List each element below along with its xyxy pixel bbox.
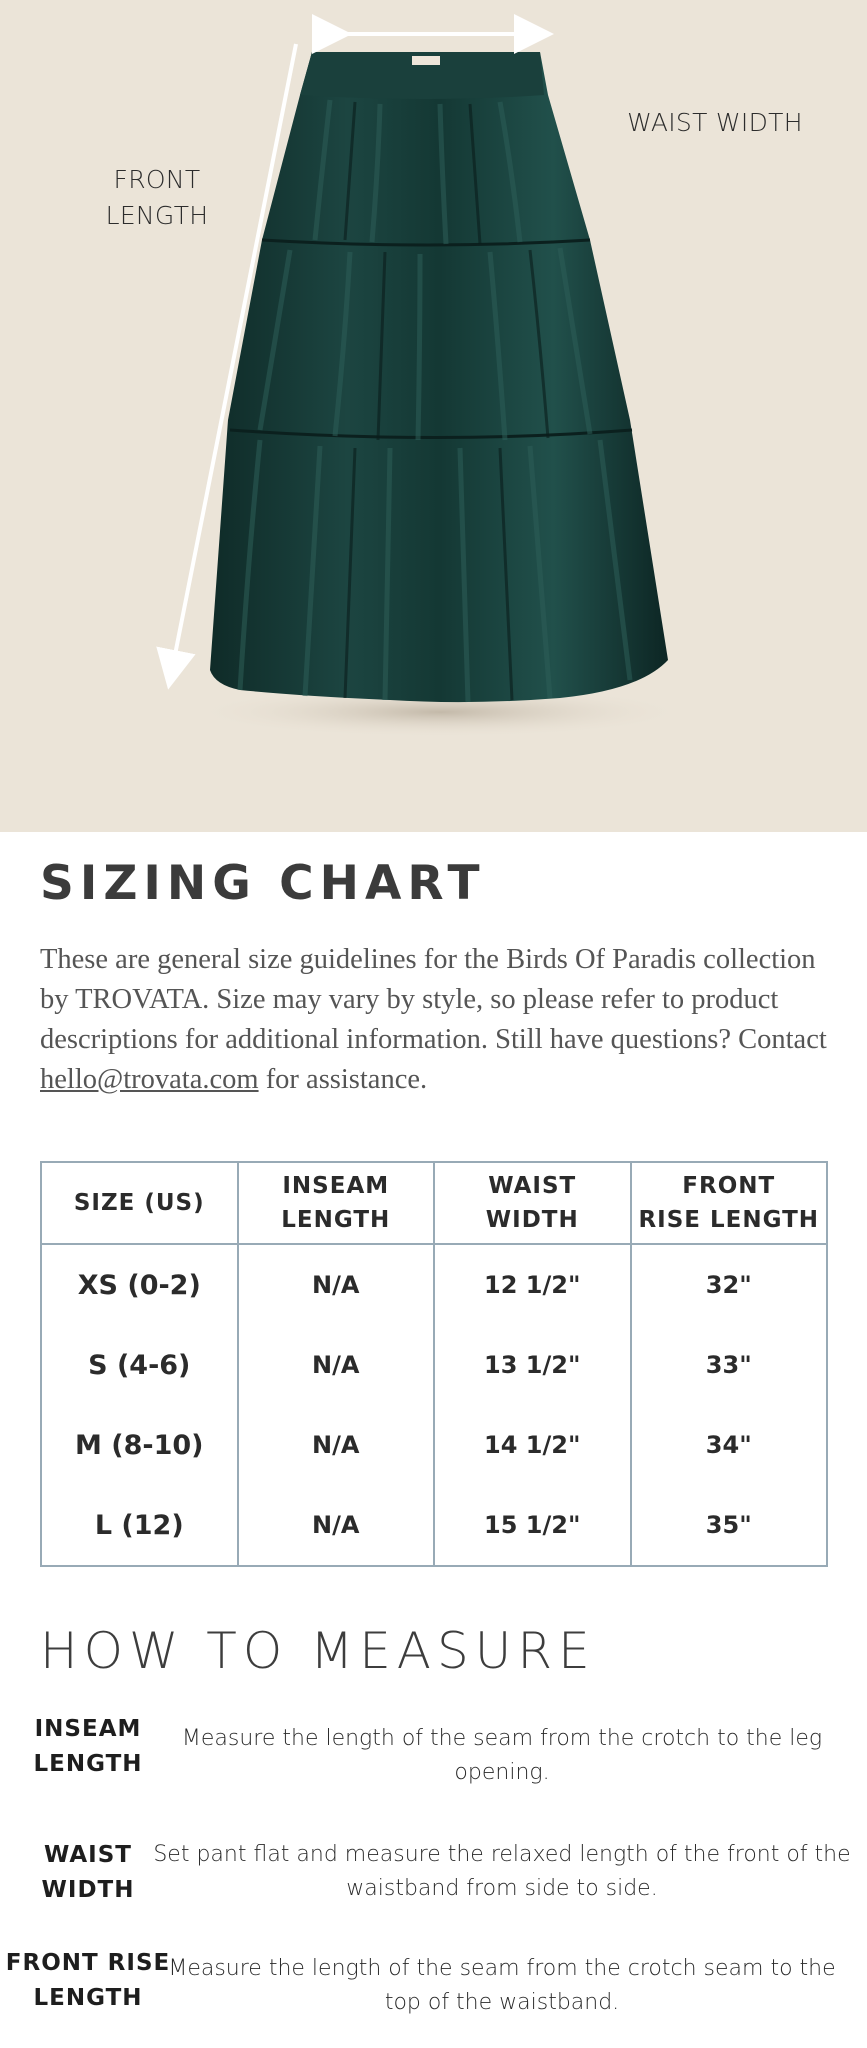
- table-row: [41, 1405, 827, 1485]
- measure-item-waist: [0, 1838, 867, 1918]
- header-size: SIZE (US): [41, 1162, 238, 1244]
- measure-label: INSEAM LENGTH: [33, 1716, 143, 1777]
- measure-description: Set pant flat and measure the relaxed length of the front of the waistband from side to side.: [153, 1842, 851, 1901]
- table-row: [41, 1485, 827, 1566]
- waist-cell: 15 1/2": [434, 1485, 631, 1566]
- header-front-rise-length: FRONT RISE LENGTH: [631, 1162, 828, 1244]
- brand-tag: [412, 56, 440, 65]
- front-length-label: FRONT LENGTH: [105, 165, 209, 230]
- front-rise-cell: 35": [631, 1485, 828, 1566]
- measure-description: Measure the length of the seam from the crotch seam to the top of the waistband.: [168, 1956, 836, 2015]
- size-cell: L (12): [41, 1485, 238, 1566]
- product-image: [0, 0, 867, 832]
- contact-email-link[interactable]: hello@trovata.com: [40, 1064, 259, 1095]
- header-inseam-length: INSEAM LENGTH: [238, 1162, 435, 1244]
- table-row: [41, 1325, 827, 1405]
- waist-cell: 14 1/2": [434, 1405, 631, 1485]
- inseam-cell: N/A: [238, 1405, 435, 1485]
- inseam-cell: N/A: [238, 1244, 435, 1325]
- sizing-table: [40, 1161, 828, 1567]
- size-cell: S (4-6): [41, 1325, 238, 1405]
- size-cell: XS (0-2): [41, 1244, 238, 1325]
- table-row: [41, 1244, 827, 1325]
- how-to-measure-title: HOW TO MEASURE: [40, 1622, 596, 1680]
- measure-description: Measure the length of the seam from the crotch to the leg opening.: [181, 1726, 823, 1785]
- measure-label: FRONT RISE LENGTH: [5, 1950, 171, 2011]
- measure-item-inseam: [0, 1712, 867, 1792]
- waist-width-label: WAIST WIDTH: [627, 108, 803, 137]
- inseam-cell: N/A: [238, 1325, 435, 1405]
- waist-cell: 13 1/2": [434, 1325, 631, 1405]
- skirt-body: [210, 52, 668, 702]
- measure-item-front-rise: [0, 1946, 867, 2026]
- front-rise-cell: 33": [631, 1325, 828, 1405]
- table-header-row: [41, 1162, 827, 1244]
- measure-label: WAIST WIDTH: [41, 1842, 135, 1903]
- front-rise-cell: 32": [631, 1244, 828, 1325]
- waist-cell: 12 1/2": [434, 1244, 631, 1325]
- sizing-chart-title: SIZING CHART: [40, 856, 486, 911]
- size-cell: M (8-10): [41, 1405, 238, 1485]
- inseam-cell: N/A: [238, 1485, 435, 1566]
- header-waist-width: WAIST WIDTH: [434, 1162, 631, 1244]
- sizing-intro-text: These are general size guidelines for the Birds Of Paradis collection by TROVATA. Size may vary by style, so please refer to product descriptions for additional information. Still have questions? Contact hello@trovata.com for assistance.: [40, 944, 827, 1095]
- front-rise-cell: 34": [631, 1405, 828, 1485]
